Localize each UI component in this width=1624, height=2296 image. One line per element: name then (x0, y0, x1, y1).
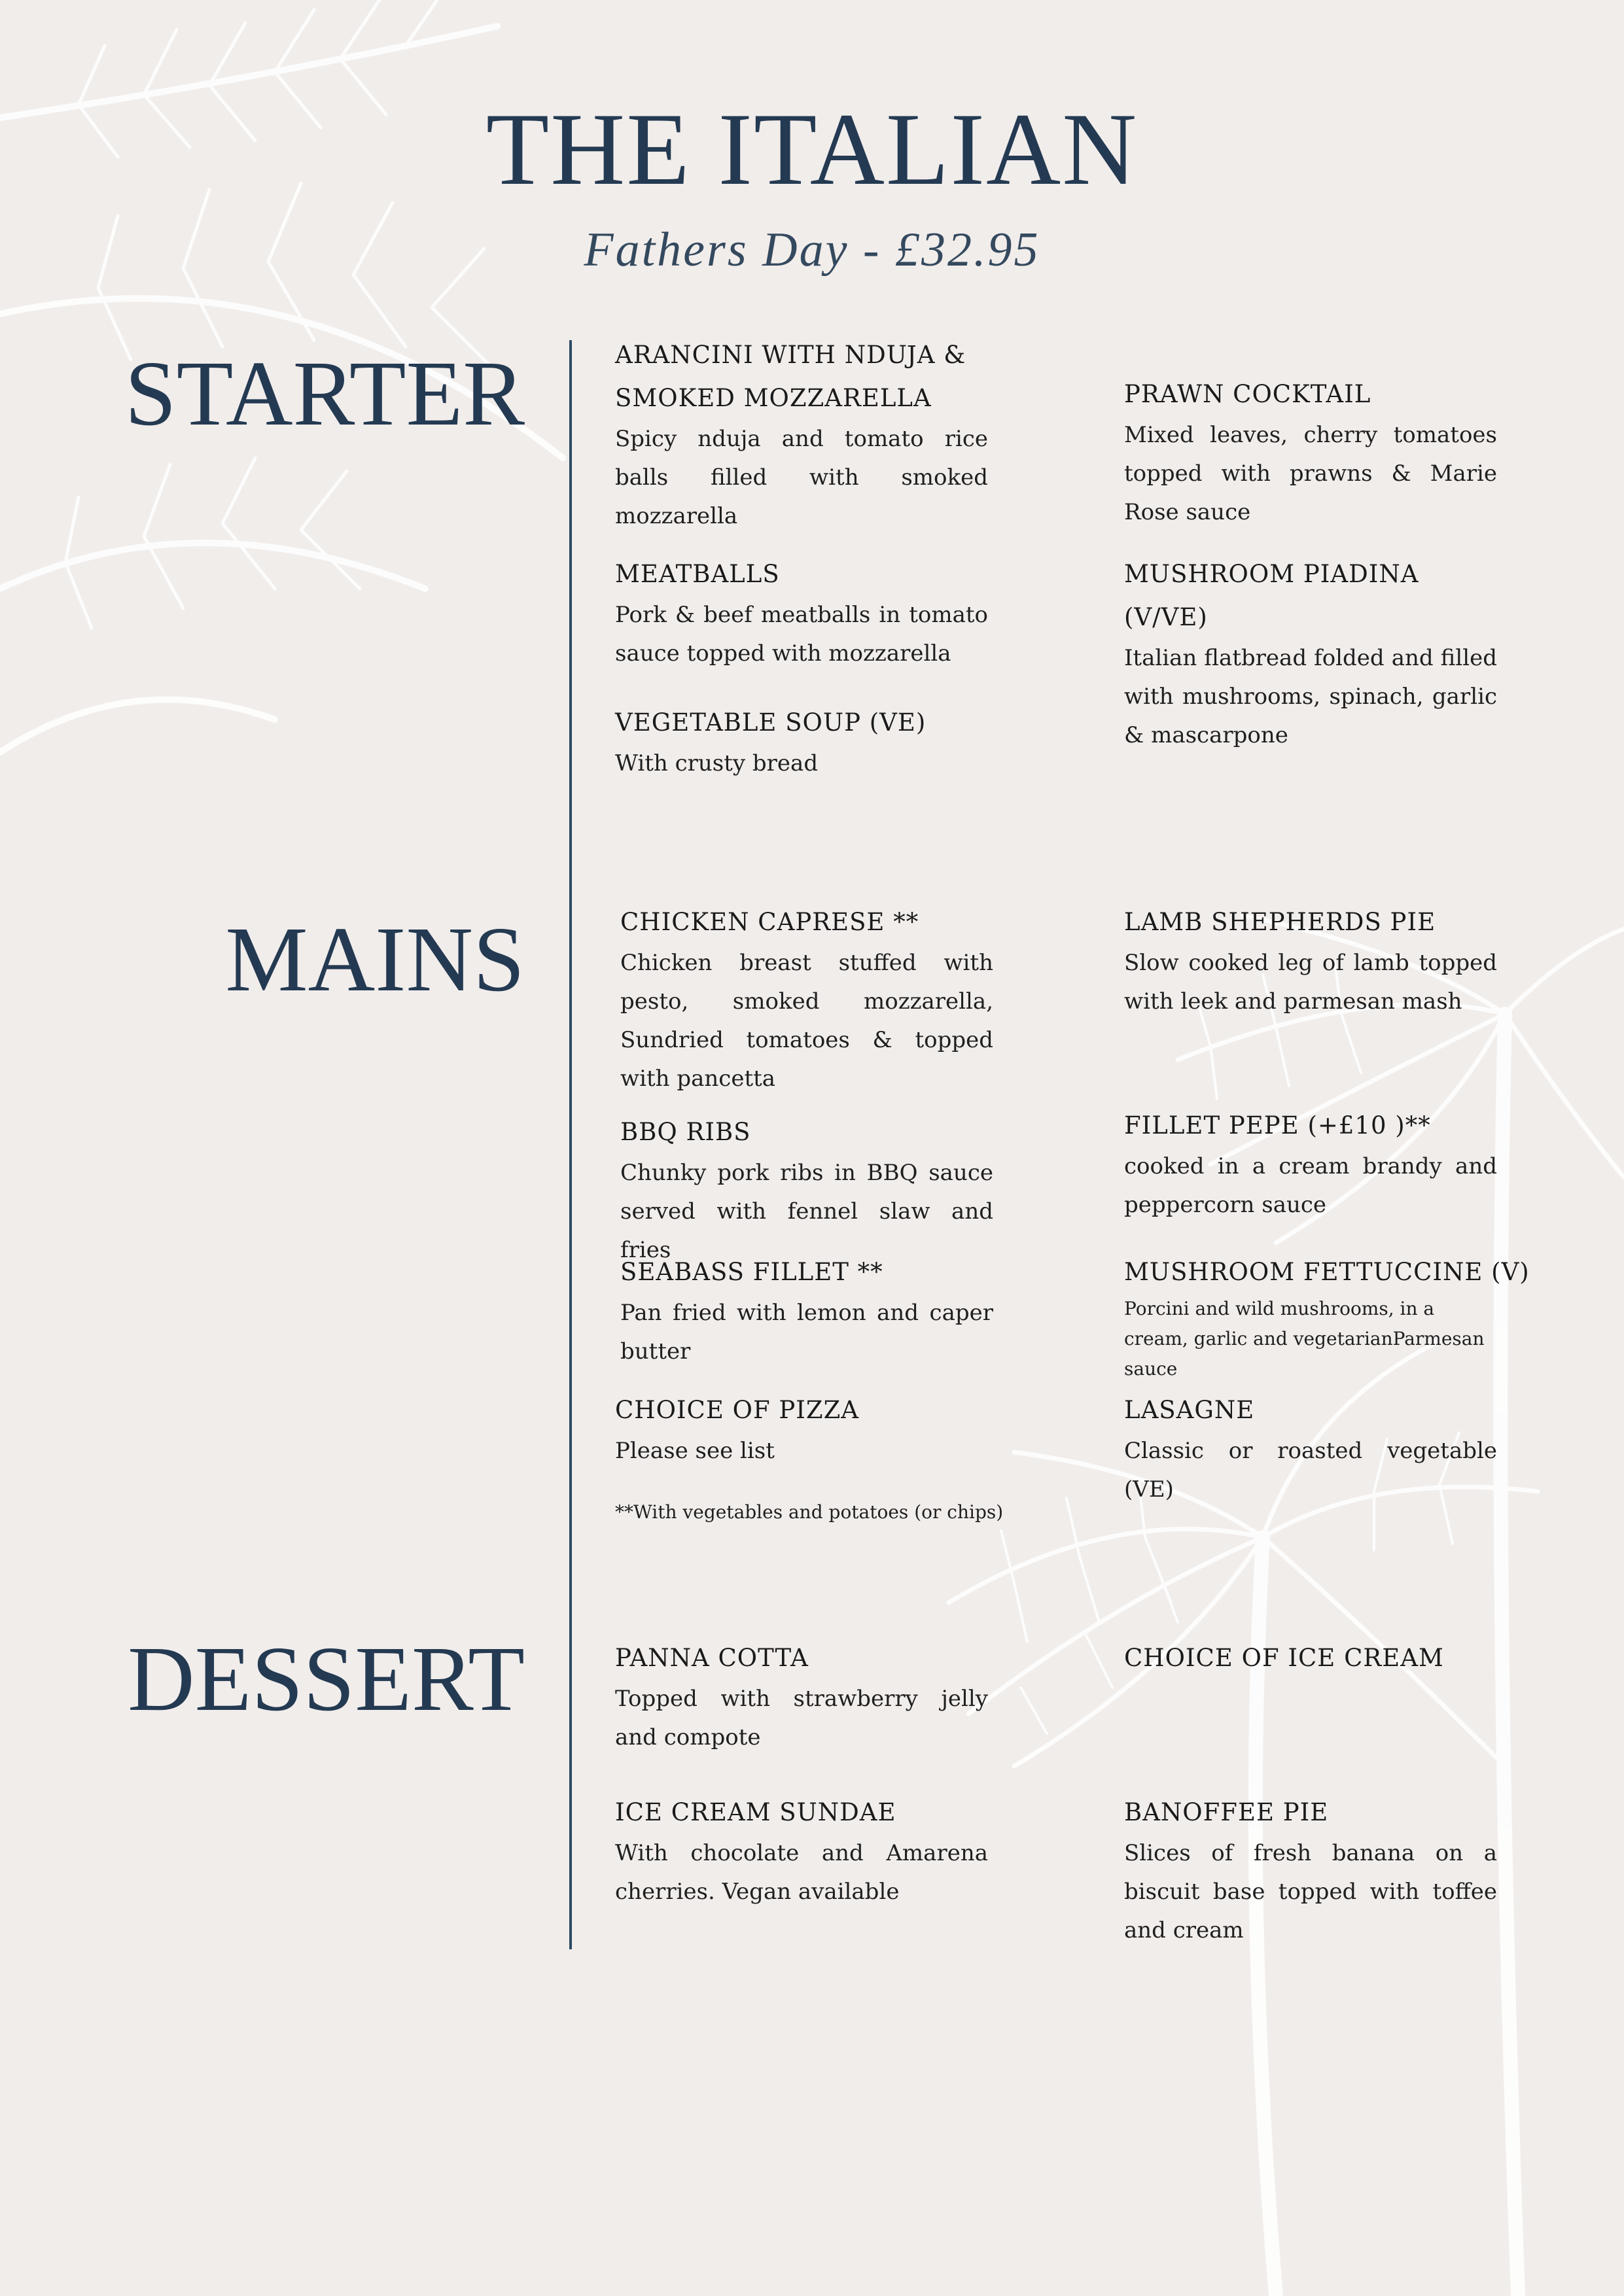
section-divider (569, 340, 572, 1949)
item-name: CHICKEN CAPRESE ** (620, 908, 919, 936)
item-description: Spicy nduja and tomato rice balls filled with smoked mozzarella (615, 426, 988, 529)
item-description: Chunky pork ribs in BBQ sauce served with fennel slaw and fries (620, 1160, 993, 1263)
item-name: MUSHROOM PIADINA (V/VE) (1124, 560, 1419, 631)
section-heading-starter: STARTER (124, 341, 525, 445)
item-name: FILLET PEPE (+£10 )** (1124, 1111, 1431, 1139)
item-description: With crusty bread (615, 750, 819, 776)
item-name: BANOFFEE PIE (1124, 1798, 1329, 1826)
item-description: Porcini and wild mushrooms, in a cream, garlic and vegetarianParmesan sauce (1124, 1298, 1485, 1380)
menu-item (1124, 373, 1497, 532)
menu-item (615, 1389, 988, 1470)
item-description: cooked in a cream brandy and peppercorn sauce (1124, 1153, 1497, 1218)
item-description: Mixed leaves, cherry tomatoes topped with prawns & Marie Rose sauce (1124, 422, 1497, 525)
item-description: Pan fried with lemon and caper butter (620, 1300, 993, 1365)
menu-item (615, 701, 988, 783)
section-heading-dessert: DESSERT (128, 1627, 525, 1730)
section-heading-mains: MAINS (225, 907, 525, 1011)
item-name: ARANCINI WITH NDUJA & SMOKED MOZZARELLA (615, 341, 966, 412)
item-description: With chocolate and Amarena cherries. Vegan available (615, 1840, 988, 1905)
restaurant-title: THE ITALIAN (485, 92, 1139, 207)
item-description: Pork & beef meatballs in tomato sauce topped with mozzarella (615, 602, 988, 667)
item-name: MUSHROOM FETTUCCINE (V) (1124, 1258, 1530, 1286)
item-name: VEGETABLE SOUP (VE) (615, 708, 927, 737)
menu-item (615, 334, 988, 536)
menu-item (1124, 553, 1497, 755)
item-name: CHOICE OF ICE CREAM (1124, 1644, 1444, 1672)
item-description: Slices of fresh banana on a biscuit base topped with toffee and cream (1124, 1840, 1497, 1943)
menu-item (615, 1637, 988, 1757)
item-name: PRAWN COCKTAIL (1124, 380, 1371, 408)
menu-item (620, 1111, 993, 1270)
menu-item (1124, 901, 1497, 1021)
menu-item (620, 901, 993, 1098)
item-description: Chicken breast stuffed with pesto, smoked mozzarella, Sundried tomatoes & topped with pancetta (620, 950, 993, 1092)
menu-item (1124, 1389, 1497, 1509)
item-name: PANNA COTTA (615, 1644, 809, 1672)
item-name: BBQ RIBS (620, 1118, 751, 1146)
item-name: MEATBALLS (615, 560, 780, 588)
menu-item (620, 1251, 993, 1371)
menu-item (615, 553, 988, 673)
footnote: **With vegetables and potatoes (or chips) (615, 1501, 1004, 1523)
menu-item (615, 1791, 988, 1911)
item-name: SEABASS FILLET ** (620, 1258, 883, 1286)
item-name: LASAGNE (1124, 1396, 1255, 1424)
menu-item (1124, 1637, 1497, 1680)
item-name: CHOICE OF PIZZA (615, 1396, 860, 1424)
item-description: Please see list (615, 1438, 775, 1464)
item-name: ICE CREAM SUNDAE (615, 1798, 896, 1826)
item-description: Slow cooked leg of lamb topped with leek and parmesan mash (1124, 950, 1497, 1015)
menu-item (1124, 1251, 1530, 1384)
item-description: Topped with strawberry jelly and compote (615, 1686, 988, 1750)
menu-item (1124, 1791, 1497, 1950)
item-name: LAMB SHEPHERDS PIE (1124, 908, 1436, 936)
menu-item (1124, 1104, 1497, 1225)
menu-subtitle: Fathers Day - £32.95 (584, 223, 1040, 277)
item-description: Italian flatbread folded and filled with mushrooms, spinach, garlic & mascarpone (1124, 645, 1497, 748)
item-description: Classic or roasted vegetable (VE) (1124, 1438, 1497, 1503)
